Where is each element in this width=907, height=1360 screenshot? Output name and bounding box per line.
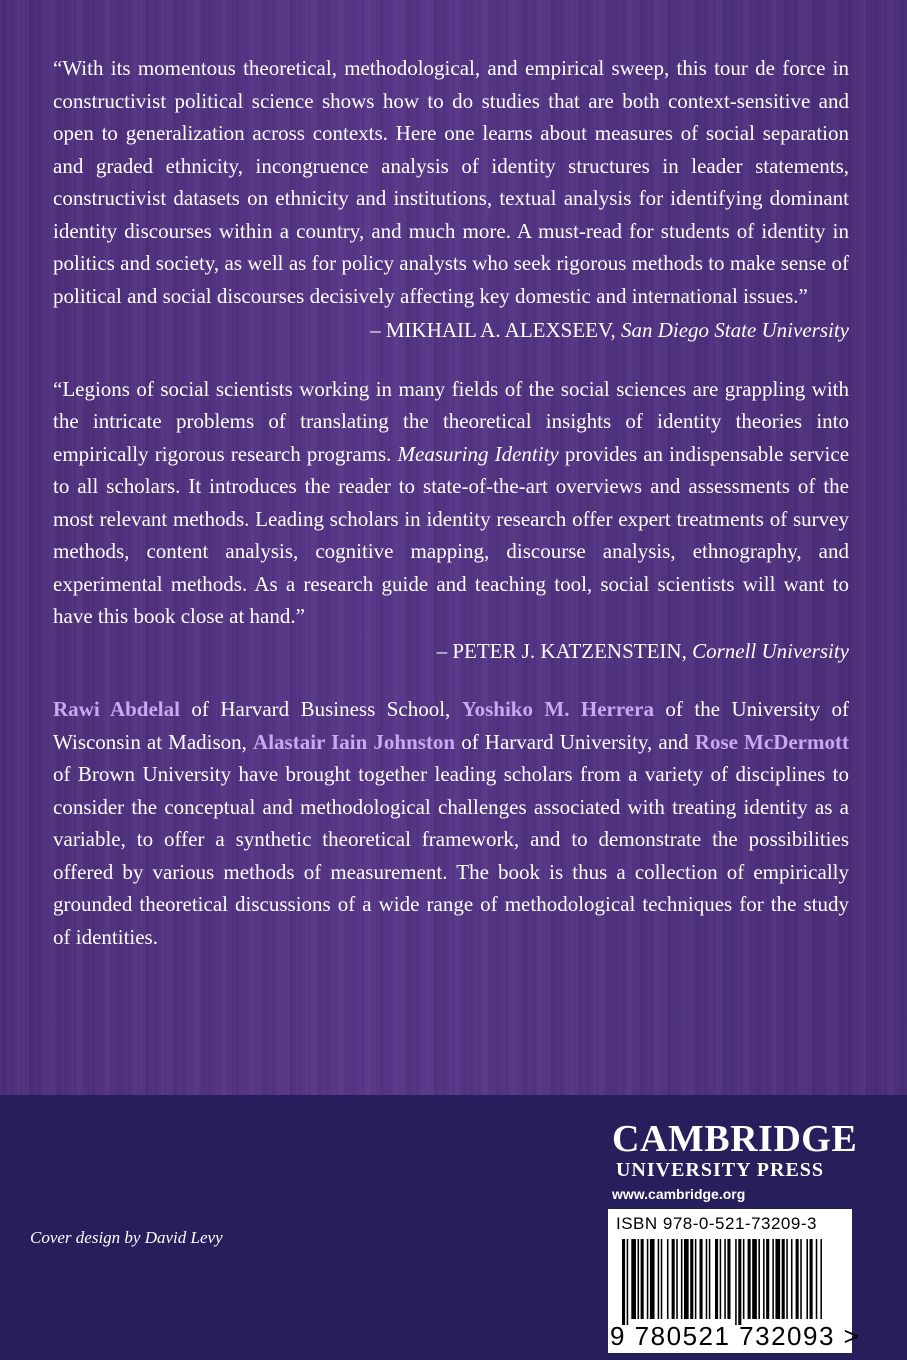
barcode-bar [706, 1239, 708, 1319]
book-description: Rawi Abdelal of Harvard Business School, Yoshiko M. Herrera of the University of Wisconsin at Madison, Alastair Iain Johnston of Harvard University, and Rose McDermott of Brown University have brought together leading scholars from a variety of disciplines to consider the conceptual and methodological challenges associated with treating identity as a variable, to offer a synthetic theoretical framework, and to demonstrate the possibilities offered by various methods of measurement. The book is thus a collection of empirically grounded theoretical discussions of a wide range of methodological techniques for the study of identities. [53, 697, 850, 949]
barcode-bar [647, 1239, 649, 1319]
publisher-name: CAMBRIDGE [612, 1118, 858, 1160]
barcode-bar [661, 1239, 663, 1319]
barcode-bar [743, 1239, 745, 1319]
barcode-bar [796, 1239, 799, 1319]
barcode-bar [752, 1239, 757, 1319]
endorsement-quote-katzenstein: “Legions of social scientists working in many fields of the social sciences are grappling with the intricate problems of translating the theoretical insights of identity theories into empirically rigorous research programs. Measuring Identity provides an indispensable service to all scholars. It introduces the reader to state-of-the-art overviews and assessments of the most relevant methods. Leading scholars in identity research offer expert treatments of survey methods, content analysis, cognitive mapping, discourse analysis, ethnography, and experimental methods. As a research guide and teaching tool, social scientists will want to have this book close at hand.” [53, 376, 850, 628]
barcode-bar [676, 1239, 678, 1319]
publisher-subtitle: UNIVERSITY PRESS [615, 1159, 825, 1181]
isbn-label: ISBN 978-0-521-73209-3 [616, 1214, 817, 1233]
editor-name: Alastair Iain Johnston [253, 729, 456, 754]
cover-design-credit: Cover design by David Levy [30, 1228, 223, 1247]
barcode-bar [782, 1239, 785, 1319]
barcode-bar [775, 1239, 780, 1319]
endorser-affiliation: San Diego State University [620, 318, 849, 342]
barcode-bar [763, 1239, 765, 1319]
barcode-bar [772, 1239, 774, 1319]
barcode-bar [791, 1239, 793, 1319]
barcode-bar [816, 1239, 818, 1319]
barcode-bar [724, 1239, 726, 1319]
barcode-bar [690, 1239, 693, 1319]
endorsement-quote-alexseev: “With its momentous theoretical, methodological, and empirical sweep, this tour de force in constructivist political science shows how to do studies that are both context-sensitive and open to generalization across contexts. Here one learns about measures of social separation and graded ethnicity, incongruence analysis of identity structures in leader statements, constructivist datasets on ethnicity and institutions, textual analysis for identifying dominant identity discourses within a country, and much more. A must-read for students of identity in politics and society, as well as for policy analysts who seek rigorous methods to make sense of political and social discourses decisively affecting key domestic and international issues.” [53, 56, 849, 308]
barcode-bar [735, 1239, 737, 1325]
barcode-bar [786, 1239, 788, 1319]
editor-name: Yoshiko M. Herrera [461, 697, 654, 721]
barcode-bar [766, 1239, 769, 1319]
barcode-bar [627, 1239, 629, 1325]
endorsement-attribution-alexseev [53, 314, 849, 347]
barcode-bar [800, 1239, 802, 1319]
endorser-affiliation: Cornell University [692, 638, 849, 663]
barcode-bar [810, 1239, 813, 1319]
isbn-barcode [608, 1209, 861, 1353]
main-text-column [53, 52, 849, 953]
barcode-bar [709, 1239, 711, 1319]
endorser-name: – PETER J. KATZENSTEIN, [436, 638, 687, 663]
barcode-bar [720, 1239, 722, 1319]
barcode-bar [650, 1239, 655, 1319]
barcode-bar [681, 1239, 683, 1319]
barcode-bar [738, 1239, 741, 1325]
publisher-logo [612, 1118, 858, 1202]
endorsement-attribution-katzenstein [53, 635, 849, 668]
barcode-bar [715, 1239, 718, 1319]
barcode-digits: 9 780521 732093 > [610, 1321, 861, 1351]
barcode-bar [700, 1239, 703, 1319]
barcode-bar [672, 1239, 675, 1319]
editor-name: Rose McDermott [694, 729, 849, 754]
barcode-bar [658, 1239, 660, 1319]
barcode-bar [820, 1239, 822, 1319]
editor-name: Rawi Abdelal [53, 697, 180, 721]
barcode-bar [631, 1239, 636, 1319]
barcode-bar [748, 1239, 751, 1319]
barcode-bars [622, 1239, 822, 1325]
barcode-bar [667, 1239, 669, 1319]
barcode-bar [622, 1239, 625, 1325]
barcode-bar [641, 1239, 644, 1319]
endorser-name: – MIKHAIL A. ALEXSEEV, [370, 318, 616, 342]
barcode-bar [806, 1239, 808, 1319]
barcode-bar [684, 1239, 689, 1319]
publisher-url: www.cambridge.org [612, 1186, 746, 1202]
barcode-bar [758, 1239, 760, 1319]
barcode-bar [727, 1239, 730, 1319]
barcode-bar [638, 1239, 640, 1319]
book-title-inline: Measuring Identity [397, 441, 559, 466]
barcode-bar [695, 1239, 697, 1319]
